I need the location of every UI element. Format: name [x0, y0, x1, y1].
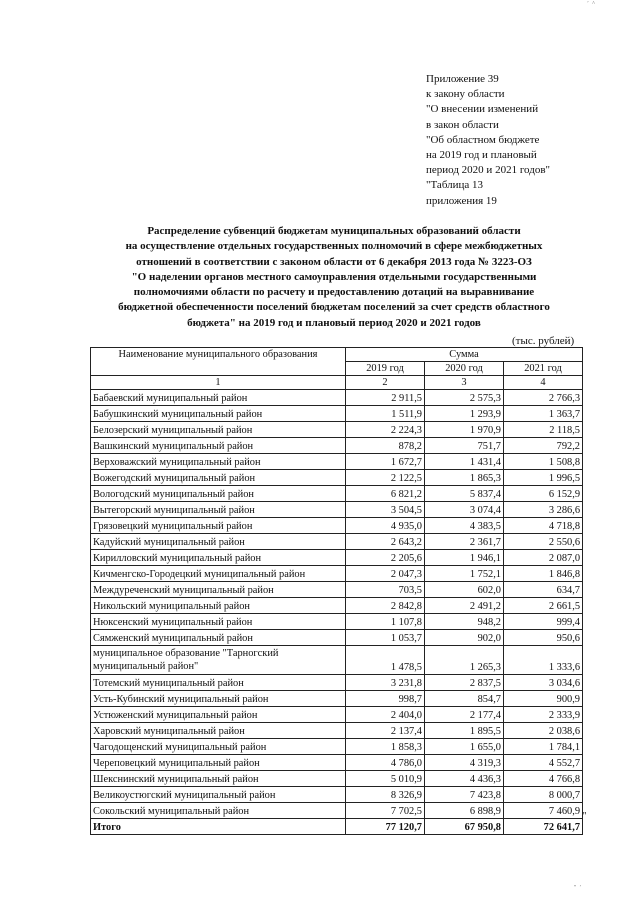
municipality-name: Междуреченский муниципальный район [91, 582, 346, 598]
municipality-name: Бабушкинский муниципальный район [91, 406, 346, 422]
amount-2019: 7 702,5 [346, 803, 425, 819]
table-row [91, 550, 583, 566]
total-2021: 72 641,7 [504, 819, 583, 835]
amount-2019: 703,5 [346, 582, 425, 598]
total-row [91, 819, 583, 835]
closing-quote: " [582, 810, 587, 822]
municipality-name: Нюксенский муниципальный район [91, 614, 346, 630]
municipality-name: Вологодский муниципальный район [91, 486, 346, 502]
municipality-name: Вашкинский муниципальный район [91, 438, 346, 454]
municipality-name: Чагодощенский муниципальный район [91, 739, 346, 755]
amount-2019: 3 231,8 [346, 675, 425, 691]
header-year-2021: 2021 год [504, 362, 583, 376]
table-row [91, 614, 583, 630]
table-row [91, 755, 583, 771]
amount-2021: 1 846,8 [504, 566, 583, 582]
table-row [91, 803, 583, 819]
amount-2019: 1 107,8 [346, 614, 425, 630]
table-row [91, 675, 583, 691]
title-line: отношений в соответствии с законом области от 6 декабря 2013 года № 3223-ОЗ [136, 255, 532, 268]
table-row [91, 470, 583, 486]
municipality-name: Шекснинский муниципальный район [91, 771, 346, 787]
column-number: 1 [91, 376, 346, 390]
amount-2019: 2 911,5 [346, 390, 425, 406]
amount-2020: 4 383,5 [425, 518, 504, 534]
table-row [91, 691, 583, 707]
municipality-name: Сокольский муниципальный район [91, 803, 346, 819]
header-name-column: Наименование муниципального образования [91, 348, 346, 376]
table-body [91, 390, 583, 835]
amount-2021: 2 118,5 [504, 422, 583, 438]
amount-2020: 602,0 [425, 582, 504, 598]
amount-2021: 4 552,7 [504, 755, 583, 771]
appendix-line: период 2020 и 2021 годов" [426, 164, 551, 177]
amount-2020: 2 491,2 [425, 598, 504, 614]
header-sum-group: Сумма [346, 348, 583, 362]
amount-2021: 999,4 [504, 614, 583, 630]
table-row [91, 534, 583, 550]
appendix-line: Приложение 39 [426, 73, 499, 85]
amount-2020: 902,0 [425, 630, 504, 646]
appendix-line: "Таблица 13 [426, 179, 484, 192]
appendix-line: "О внесении изменений [426, 103, 539, 116]
table-row [91, 723, 583, 739]
amount-2020: 5 837,4 [425, 486, 504, 502]
table-row [91, 582, 583, 598]
appendix-line: в закон области [426, 118, 499, 131]
amount-2019: 4 935,0 [346, 518, 425, 534]
appendix-line: "Об областном бюджете [426, 133, 540, 146]
subsidy-table [90, 347, 583, 835]
amount-2019: 1 053,7 [346, 630, 425, 646]
municipality-name: Верховажский муниципальный район [91, 454, 346, 470]
amount-2019: 4 786,0 [346, 755, 425, 771]
table-row [91, 422, 583, 438]
amount-2021: 1 363,7 [504, 406, 583, 422]
title-line: полномочиями области по расчету и предоставлению дотаций на выравнивание [133, 286, 535, 299]
municipality-name: муниципальное образование "Тарногский муниципальный район" [91, 646, 346, 675]
amount-2021: 792,2 [504, 438, 583, 454]
amount-2020: 6 898,9 [425, 803, 504, 819]
table-row [91, 502, 583, 518]
amount-2019: 2 137,4 [346, 723, 425, 739]
municipality-name: Кичменгско-Городецкий муниципальный район [91, 566, 346, 582]
amount-2019: 5 010,9 [346, 771, 425, 787]
table-row [91, 438, 583, 454]
amount-2021: 8 000,7 [504, 787, 583, 803]
amount-2020: 7 423,8 [425, 787, 504, 803]
title-line: на осуществление отдельных государственных полномочий в сфере межбюджетных [125, 240, 543, 253]
appendix-block [426, 72, 616, 209]
header-year-2020: 2020 год [425, 362, 504, 376]
municipality-name: Белозерский муниципальный район [91, 422, 346, 438]
amount-2019: 878,2 [346, 438, 425, 454]
column-number: 2 [346, 376, 425, 390]
amount-2020: 2 177,4 [425, 707, 504, 723]
municipality-name: Вытегорский муниципальный район [91, 502, 346, 518]
amount-2020: 854,7 [425, 691, 504, 707]
table-row [91, 406, 583, 422]
amount-2020: 1 431,4 [425, 454, 504, 470]
amount-2020: 751,7 [425, 438, 504, 454]
total-2019: 77 120,7 [346, 819, 425, 835]
page-mark-top: ′ ^ [587, 1, 596, 7]
amount-2019: 3 504,5 [346, 502, 425, 518]
amount-2020: 2 575,3 [425, 390, 504, 406]
table-row [91, 518, 583, 534]
amount-2020: 1 655,0 [425, 739, 504, 755]
municipality-name: Грязовецкий муниципальный район [91, 518, 346, 534]
table-row [91, 566, 583, 582]
table-row [91, 486, 583, 502]
table-row [91, 739, 583, 755]
amount-2020: 1 752,1 [425, 566, 504, 582]
table-row [91, 630, 583, 646]
header-year-2019: 2019 год [346, 362, 425, 376]
units-label: (тыс. рублей) [512, 335, 575, 347]
amount-2021: 900,9 [504, 691, 583, 707]
table-row [91, 787, 583, 803]
appendix-line: приложения 19 [426, 194, 497, 207]
appendix-line: к закону области [426, 88, 505, 101]
amount-2020: 4 436,3 [425, 771, 504, 787]
municipality-name: Кадуйский муниципальный район [91, 534, 346, 550]
amount-2019: 2 404,0 [346, 707, 425, 723]
table-row [91, 390, 583, 406]
amount-2020: 3 074,4 [425, 502, 504, 518]
document-title [84, 224, 584, 331]
amount-2019: 998,7 [346, 691, 425, 707]
column-number: 4 [504, 376, 583, 390]
amount-2020: 1 970,9 [425, 422, 504, 438]
municipality-name: Вожегодский муниципальный район [91, 470, 346, 486]
amount-2020: 1 865,3 [425, 470, 504, 486]
amount-2020: 2 837,5 [425, 675, 504, 691]
amount-2021: 1 333,6 [504, 646, 583, 675]
amount-2019: 2 224,3 [346, 422, 425, 438]
amount-2019: 1 511,9 [346, 406, 425, 422]
municipality-name: Череповецкий муниципальный район [91, 755, 346, 771]
page-mark-bottom: ″ ′ [573, 885, 582, 891]
amount-2021: 3 034,6 [504, 675, 583, 691]
amount-2021: 2 766,3 [504, 390, 583, 406]
municipality-name: Тотемский муниципальный район [91, 675, 346, 691]
amount-2021: 2 038,6 [504, 723, 583, 739]
amount-2021: 2 661,5 [504, 598, 583, 614]
amount-2021: 1 784,1 [504, 739, 583, 755]
amount-2021: 2 550,6 [504, 534, 583, 550]
amount-2021: 2 333,9 [504, 707, 583, 723]
appendix-line: на 2019 год и плановый [426, 149, 537, 162]
amount-2020: 1 293,9 [425, 406, 504, 422]
amount-2020: 1 946,1 [425, 550, 504, 566]
amount-2019: 1 858,3 [346, 739, 425, 755]
table-row [91, 771, 583, 787]
table-row [91, 646, 583, 675]
municipality-name: Кирилловский муниципальный район [91, 550, 346, 566]
amount-2021: 4 718,8 [504, 518, 583, 534]
amount-2019: 1 672,7 [346, 454, 425, 470]
amount-2019: 2 205,6 [346, 550, 425, 566]
amount-2020: 4 319,3 [425, 755, 504, 771]
amount-2019: 8 326,9 [346, 787, 425, 803]
amount-2020: 1 895,5 [425, 723, 504, 739]
title-line: "О наделении органов местного самоуправления отдельными государственными [131, 270, 537, 283]
amount-2021: 1 508,8 [504, 454, 583, 470]
amount-2020: 948,2 [425, 614, 504, 630]
column-number: 3 [425, 376, 504, 390]
municipality-name: Сямженский муниципальный район [91, 630, 346, 646]
amount-2019: 2 047,3 [346, 566, 425, 582]
municipality-name: Устюженский муниципальный район [91, 707, 346, 723]
amount-2021: 6 152,9 [504, 486, 583, 502]
total-2020: 67 950,8 [425, 819, 504, 835]
amount-2020: 1 265,3 [425, 646, 504, 675]
table-row [91, 454, 583, 470]
total-label: Итого [91, 819, 346, 835]
amount-2021: 3 286,6 [504, 502, 583, 518]
amount-2021: 2 087,0 [504, 550, 583, 566]
amount-2019: 1 478,5 [346, 646, 425, 675]
amount-2021: 950,6 [504, 630, 583, 646]
amount-2019: 2 122,5 [346, 470, 425, 486]
title-line: бюджета" на 2019 год и плановый период 2020 и 2021 годов [187, 316, 481, 329]
title-line: Распределение субвенций бюджетам муниципальных образований области [147, 225, 521, 237]
title-line: бюджетной обеспеченности поселений бюджетам поселений за счет средств областного [118, 301, 550, 314]
table-row [91, 598, 583, 614]
amount-2021: 634,7 [504, 582, 583, 598]
amount-2019: 2 643,2 [346, 534, 425, 550]
amount-2021: 4 766,8 [504, 771, 583, 787]
amount-2019: 6 821,2 [346, 486, 425, 502]
municipality-name: Великоустюгский муниципальный район [91, 787, 346, 803]
municipality-name: Усть-Кубинский муниципальный район [91, 691, 346, 707]
municipality-name: Харовский муниципальный район [91, 723, 346, 739]
municipality-name: Бабаевский муниципальный район [91, 390, 346, 406]
amount-2020: 2 361,7 [425, 534, 504, 550]
amount-2021: 1 996,5 [504, 470, 583, 486]
amount-2021: 7 460,9 [504, 803, 583, 819]
table-row [91, 707, 583, 723]
amount-2019: 2 842,8 [346, 598, 425, 614]
municipality-name: Никольский муниципальный район [91, 598, 346, 614]
